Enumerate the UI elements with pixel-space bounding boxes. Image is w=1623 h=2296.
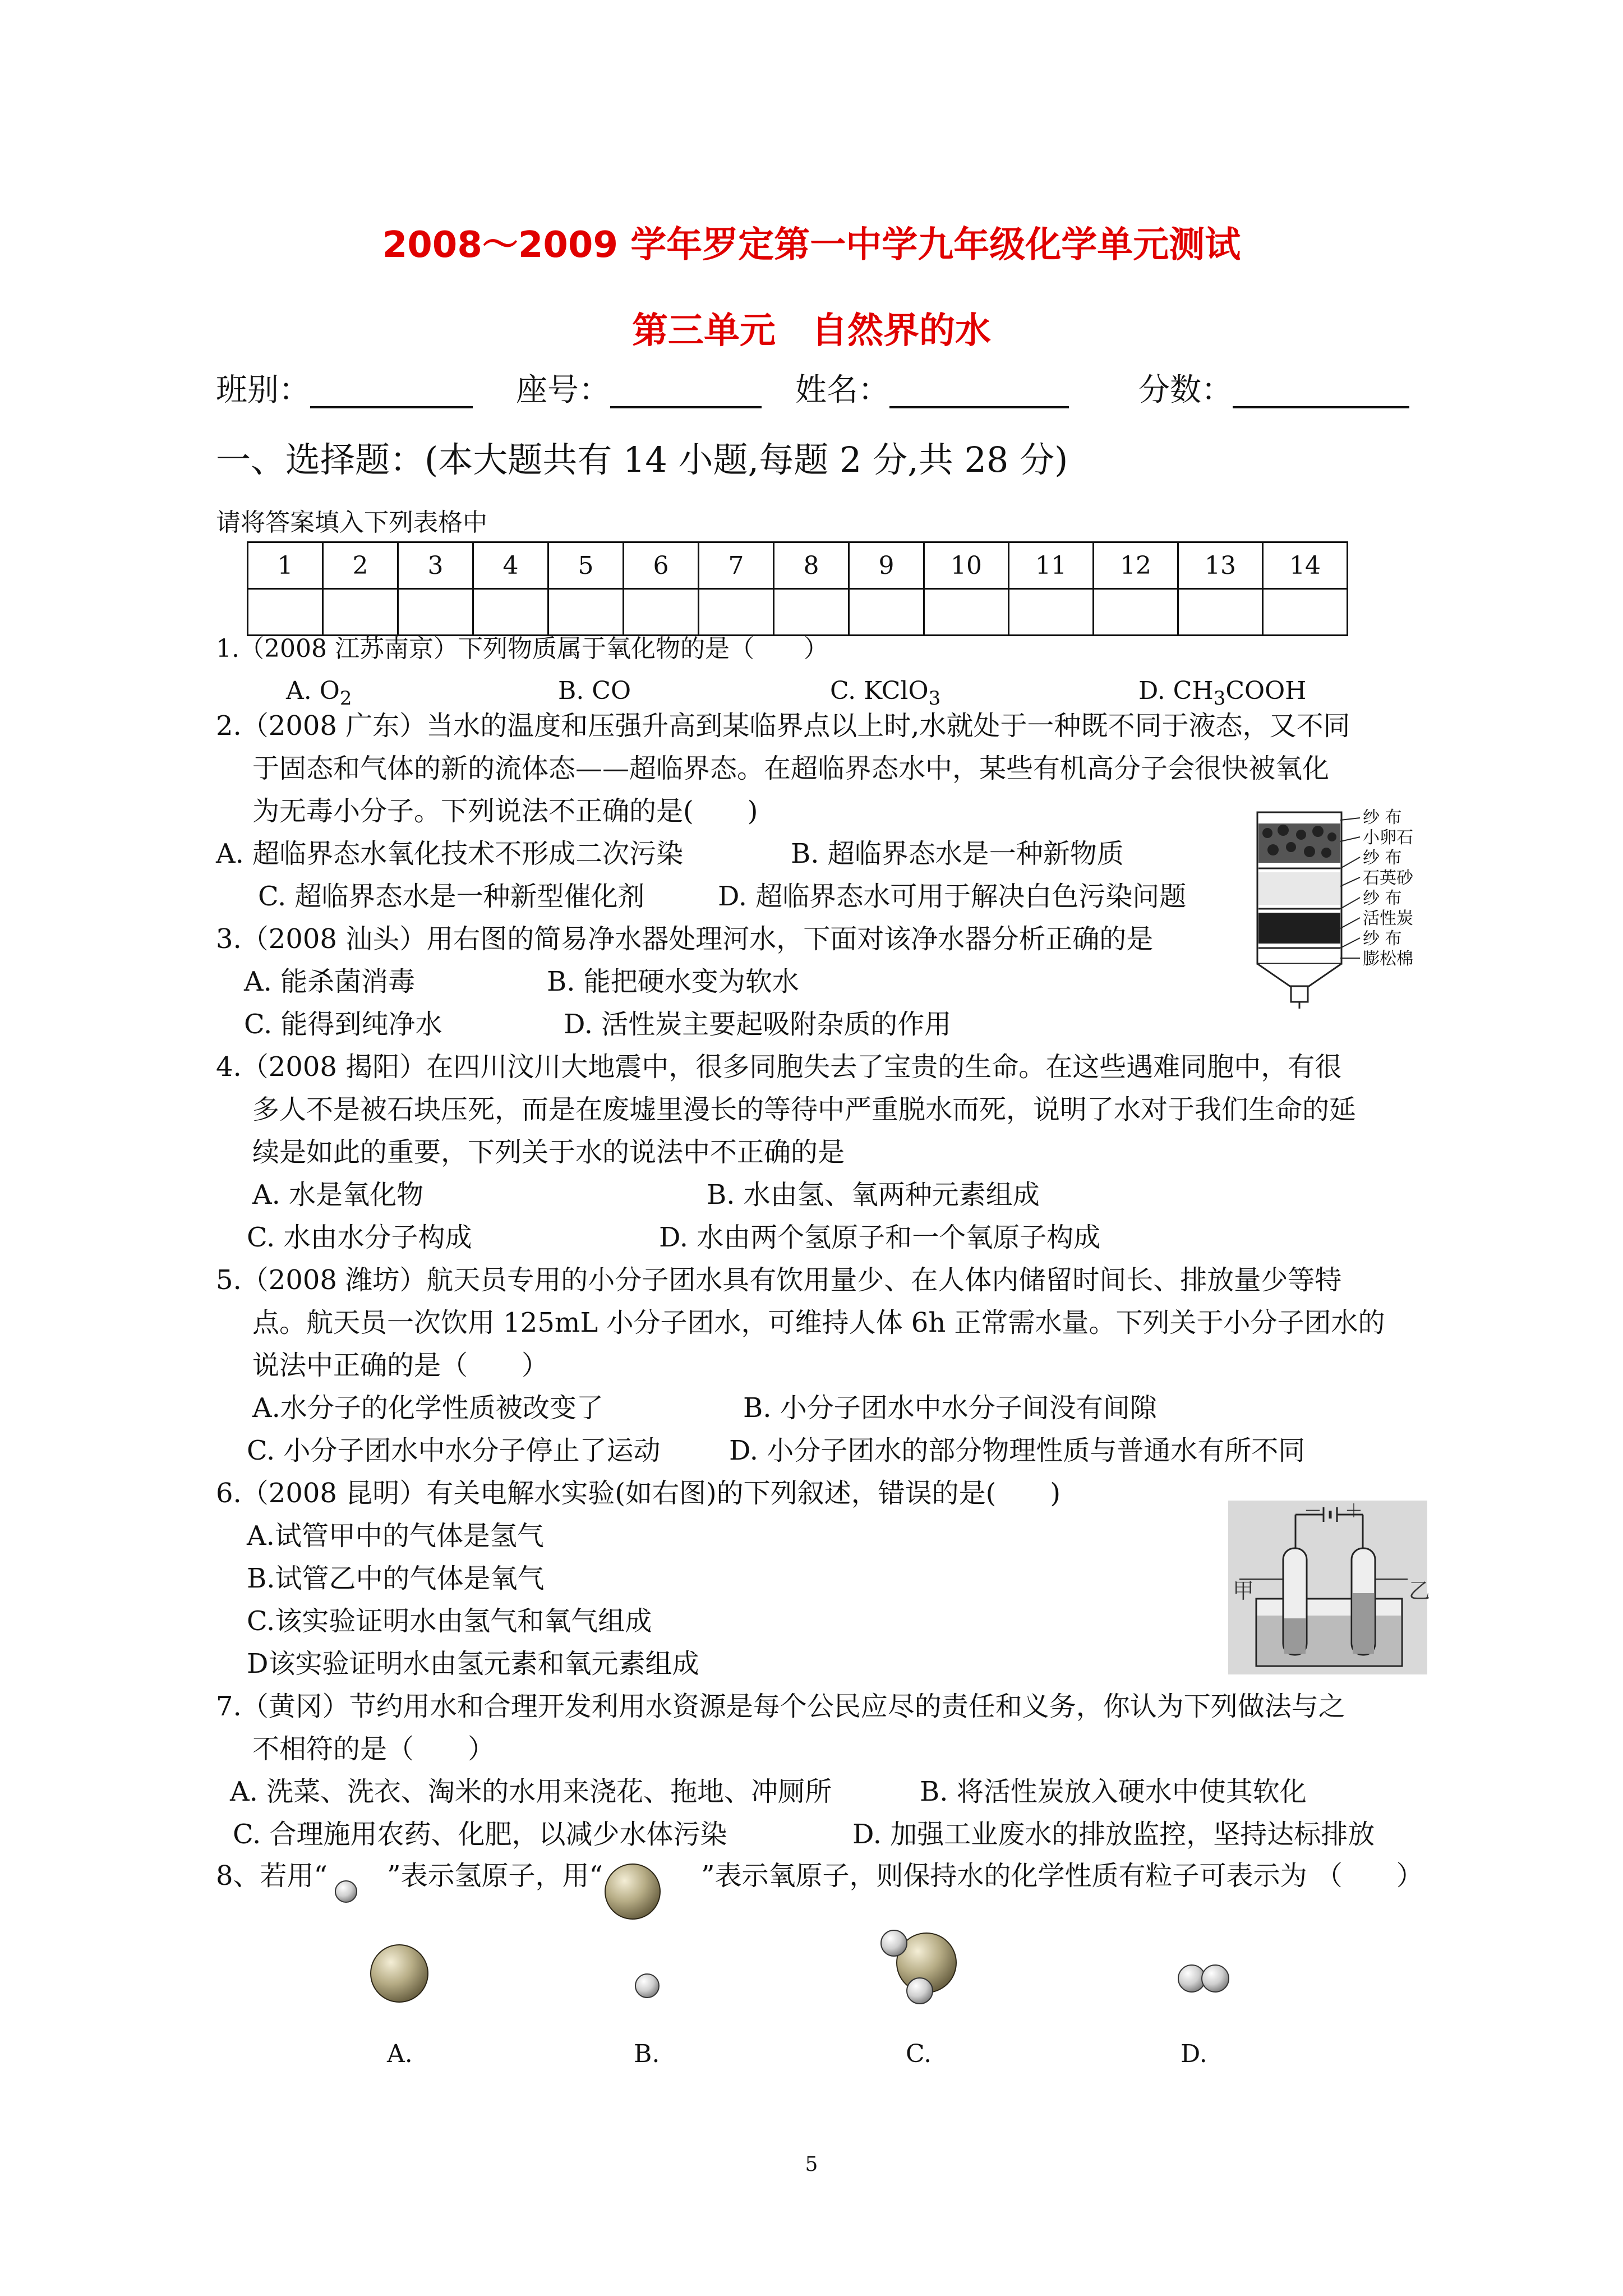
answer-cell[interactable]: [323, 589, 398, 636]
section-heading: 一、选择题：(本大题共有 14 小题,每题 2 分,共 28 分): [216, 439, 1068, 480]
question-number: 7: [699, 542, 774, 589]
option-c-hydrogen-atom-icon: [906, 1977, 933, 2004]
unit-subtitle: 第三单元 自然界的水: [632, 310, 991, 352]
q7-option-c[interactable]: C. 合理施用农药、化肥，以减少水体污染: [233, 1819, 727, 1850]
answer-input-row: [248, 589, 1348, 636]
q1-option-d-pre: D. CH: [1138, 677, 1214, 705]
q5-option-b[interactable]: B. 小分子团水中水分子间没有间隙: [743, 1392, 1157, 1424]
question-number: 11: [1009, 542, 1094, 589]
q2-stem-line1: 2.（2008 广东）当水的温度和压强升高到某临界点以上时,水就处于一种既不同于液态，又不同: [216, 710, 1350, 742]
seat-blank[interactable]: [610, 376, 762, 408]
name-label: 姓名：: [795, 372, 889, 408]
question-number: 4: [473, 542, 548, 589]
class-field: [216, 372, 473, 408]
q3-option-a[interactable]: A. 能杀菌消毒: [244, 966, 416, 997]
q4-stem-line2: 多人不是被石块压死，而是在废墟里漫长的等待中严重脱水而死，说明了水对于我们生命的延: [252, 1094, 1357, 1125]
purifier-label: 活性炭: [1363, 909, 1413, 928]
score-field: [1138, 372, 1409, 408]
answer-number-row: [248, 542, 1348, 589]
q8-option-b[interactable]: B.: [634, 2040, 660, 2068]
q7-stem-line1: 7.（黄冈）节约用水和合理开发利用水资源是每个公民应尽的责任和义务，你认为下列做法与之: [216, 1691, 1345, 1722]
answer-cell[interactable]: [1263, 589, 1348, 636]
question-number: 13: [1178, 542, 1263, 589]
q4-option-c[interactable]: C. 水由水分子构成: [247, 1222, 472, 1253]
tube-left-label: 甲: [1233, 1579, 1255, 1603]
q8-stem-part2: ”表示氢原子，用“: [387, 1860, 603, 1892]
q2-option-c[interactable]: C. 超临界态水是一种新型催化剂: [258, 881, 645, 912]
question-number: 6: [624, 542, 699, 589]
q4-stem-line3: 续是如此的重要，下列关于水的说法中不正确的是: [252, 1137, 845, 1168]
name-field: [795, 372, 1069, 408]
score-blank[interactable]: [1233, 376, 1409, 408]
q4-option-a[interactable]: A. 水是氧化物: [252, 1179, 424, 1211]
page-title: 2008～2009 学年罗定第一中学九年级化学单元测试: [382, 224, 1241, 266]
q3-option-c[interactable]: C. 能得到纯净水: [244, 1009, 442, 1040]
question-number: 1: [248, 542, 323, 589]
score-label: 分数：: [1138, 372, 1233, 408]
answer-cell[interactable]: [473, 589, 548, 636]
q5-stem-line1: 5.（2008 潍坊）航天员专用的小分子团水具有饮用量少、在人体内储留时间长、排放量少等特: [216, 1264, 1342, 1296]
q4-option-b[interactable]: B. 水由氢、氧两种元素组成: [707, 1179, 1040, 1211]
answer-cell[interactable]: [248, 589, 323, 636]
q1-option-c-sub: 3: [928, 687, 941, 710]
battery-plus-label: ＋: [1345, 1500, 1363, 1521]
q5-option-d[interactable]: D. 小分子团水的部分物理性质与普通水有所不同: [729, 1435, 1306, 1466]
hydrogen-atom-icon: [335, 1880, 357, 1903]
q4-stem-line1: 4.（2008 揭阳）在四川汶川大地震中，很多同胞失去了宝贵的生命。在这些遇难同胞中，有很: [216, 1051, 1342, 1083]
question-number: 10: [924, 542, 1009, 589]
q7-option-a[interactable]: A. 洗菜、洗衣、淘米的水用来浇花、拖地、冲厕所: [230, 1776, 832, 1807]
q5-option-a[interactable]: A.水分子的化学性质被改变了: [252, 1392, 603, 1424]
question-number: 2: [323, 542, 398, 589]
q8-option-c[interactable]: C.: [906, 2040, 932, 2068]
q1-option-a-text: A. O: [286, 677, 340, 705]
class-blank[interactable]: [310, 376, 473, 408]
q8-stem-part3: ”表示氧原子，则保持水的化学性质有粒子可表示为 （ ）: [701, 1860, 1423, 1892]
page-number: 5: [805, 2153, 818, 2176]
q2-option-d[interactable]: D. 超临界态水可用于解决白色污染问题: [718, 881, 1187, 912]
q4-option-d[interactable]: D. 水由两个氢原子和一个氧原子构成: [659, 1222, 1101, 1253]
q1-option-b[interactable]: B. CO: [558, 677, 631, 705]
purifier-label: 纱 布: [1363, 848, 1402, 868]
electrolysis-figure: [1228, 1501, 1427, 1674]
q3-stem: 3.（2008 汕头）用右图的简易净水器处理河水，下面对该净水器分析正确的是: [216, 923, 1154, 955]
q6-option-c[interactable]: C.该实验证明水由氢气和氧气组成: [247, 1605, 652, 1637]
question-number: 3: [398, 542, 473, 589]
q7-stem-line2: 不相符的是（ ）: [252, 1733, 495, 1765]
answer-table: [247, 541, 1348, 636]
battery-minus-label: －: [1304, 1500, 1322, 1521]
question-number: 14: [1263, 542, 1348, 589]
question-number: 5: [548, 542, 624, 589]
answer-instruction: 请将答案填入下列表格中: [216, 508, 487, 537]
answer-cell[interactable]: [1094, 589, 1178, 636]
answer-cell[interactable]: [774, 589, 849, 636]
option-c-hydrogen-atom-icon: [880, 1930, 907, 1957]
answer-cell[interactable]: [1178, 589, 1263, 636]
answer-cell[interactable]: [624, 589, 699, 636]
question-number: 12: [1094, 542, 1178, 589]
option-b-hydrogen-atom-icon: [635, 1973, 660, 1998]
q1-stem: 1.（2008 江苏南京）下列物质属于氧化物的是（ ）: [216, 634, 828, 663]
q7-option-b[interactable]: B. 将活性炭放入硬水中使其软化: [920, 1776, 1307, 1807]
question-number: 8: [774, 542, 849, 589]
q6-option-d[interactable]: D该实验证明水由氢元素和氧元素组成: [247, 1648, 699, 1680]
q1-option-d-sub: 3: [1213, 687, 1226, 710]
purifier-label: 纱 布: [1363, 929, 1402, 949]
purifier-label: 小卵石: [1363, 828, 1413, 848]
tube-right-label: 乙: [1409, 1579, 1431, 1603]
purifier-label: 膨松棉: [1363, 949, 1413, 969]
q7-option-d[interactable]: D. 加强工业废水的排放监控，坚持达标排放: [852, 1819, 1375, 1850]
electrolysis-diagram: [1228, 1501, 1427, 1674]
answer-cell[interactable]: [849, 589, 924, 636]
q3-option-d[interactable]: D. 活性炭主要起吸附杂质的作用: [564, 1009, 952, 1040]
q8-stem-part1: 8、若用“: [216, 1860, 328, 1892]
q6-stem: 6.（2008 昆明）有关电解水实验(如右图)的下列叙述，错误的是( ): [216, 1478, 1061, 1509]
class-label: 班别：: [216, 372, 310, 408]
oxygen-atom-icon: [605, 1864, 661, 1920]
name-blank[interactable]: [889, 376, 1069, 408]
q1-option-d-post: COOH: [1225, 677, 1307, 705]
q2-option-b[interactable]: B. 超临界态水是一种新物质: [791, 838, 1124, 869]
option-a-oxygen-atom-icon: [370, 1944, 428, 2003]
water-purifier-labels: [1363, 808, 1413, 969]
answer-cell[interactable]: [548, 589, 624, 636]
purifier-label: 石英砂: [1363, 868, 1413, 888]
option-d-hydrogen-atom-icon: [1201, 1964, 1229, 1993]
q2-option-a[interactable]: A. 超临界态水氧化技术不形成二次污染: [216, 838, 684, 869]
answer-cell[interactable]: [1009, 589, 1094, 636]
q2-stem-line3: 为无毒小分子。下列说法不正确的是( ): [252, 795, 758, 827]
q3-option-b[interactable]: B. 能把硬水变为软水: [547, 966, 799, 997]
q8-option-a[interactable]: A.: [387, 2040, 413, 2068]
q2-stem-line2: 于固态和气体的新的流体态——超临界态。在超临界态水中，某些有机高分子会很快被氧化: [252, 753, 1330, 784]
q5-stem-line2: 点。航天员一次饮用 125mL 小分子团水，可维持人体 6h 正常需水量。下列关于小分子团水的: [252, 1307, 1385, 1338]
q5-stem-line3: 说法中正确的是（ ）: [252, 1350, 549, 1381]
purifier-label: 纱 布: [1363, 889, 1402, 908]
q6-option-b[interactable]: B.试管乙中的气体是氧气: [247, 1563, 545, 1594]
seat-label: 座号：: [516, 372, 610, 408]
purifier-label: 纱 布: [1363, 808, 1402, 827]
answer-cell[interactable]: [699, 589, 774, 636]
q6-option-a[interactable]: A.试管甲中的气体是氢气: [247, 1520, 544, 1552]
seat-field: [516, 372, 762, 408]
answer-cell[interactable]: [924, 589, 1009, 636]
answer-cell[interactable]: [398, 589, 473, 636]
q5-option-c[interactable]: C. 小分子团水中水分子停止了运动: [247, 1435, 661, 1466]
q1-option-a-sub: 2: [339, 687, 352, 710]
q1-option-c-text: C. KClO: [830, 677, 929, 705]
q8-option-d[interactable]: D.: [1181, 2040, 1207, 2068]
question-number: 9: [849, 542, 924, 589]
